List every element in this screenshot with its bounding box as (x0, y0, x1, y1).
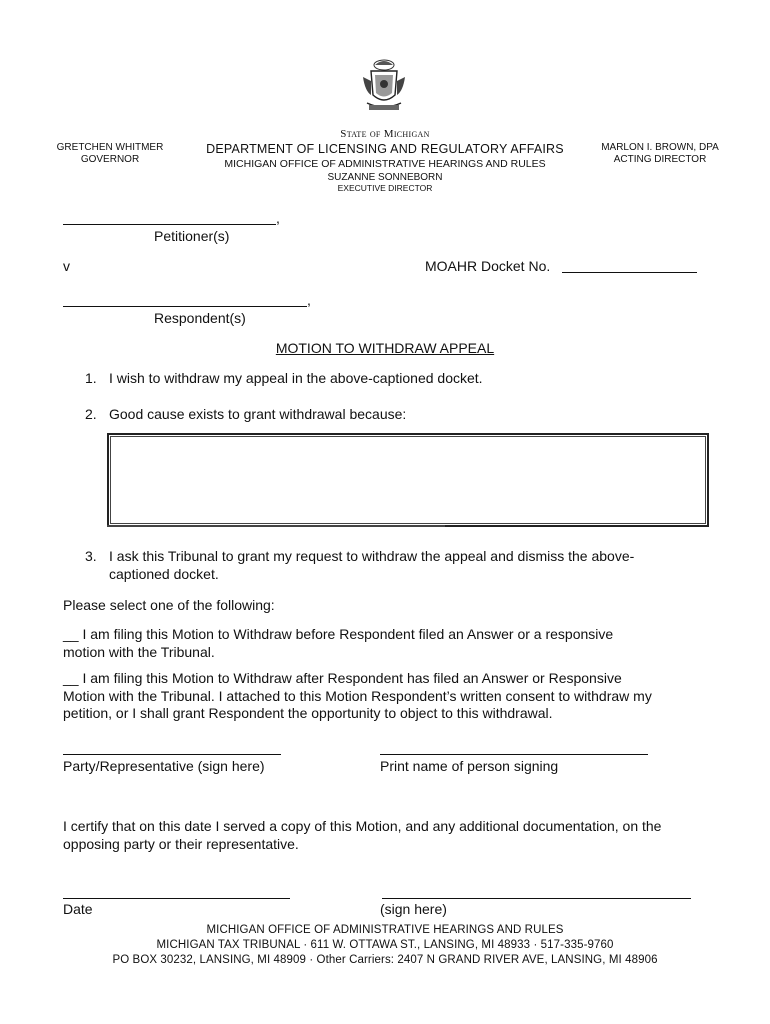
option-after-answer-line-1: __ I am filing this Motion to Withdraw after Respondent has filed an Answer or Responsive (63, 670, 622, 686)
item-2-text: Good cause exists to grant withdrawal because: (109, 406, 407, 422)
respondent-comma: , (307, 292, 311, 308)
print-name-label: Print name of person signing (380, 758, 559, 774)
option-after-answer[interactable] (63, 670, 652, 723)
office-name: MICHIGAN OFFICE OF ADMINISTRATIVE HEARINGS AND RULES (224, 158, 546, 170)
item-3-text-line-2: captioned docket. (109, 566, 219, 582)
certifier-signature-line[interactable] (382, 898, 691, 899)
petitioner-name-line[interactable] (63, 224, 276, 225)
state-title (160, 128, 610, 140)
item-1-text: I wish to withdraw my appeal in the above-captioned docket. (109, 370, 483, 386)
director-block (590, 142, 730, 165)
print-name-line[interactable] (380, 754, 648, 755)
governor-block (40, 142, 180, 165)
versus-label: v (63, 258, 70, 274)
option-after-answer-line-2: Motion with the Tribunal. I attached to this Motion Respondent’s written consent to withdraw my (63, 687, 652, 704)
item-2-number: 2. (85, 406, 97, 422)
option-after-answer-line-3: petition, or I shall grant Respondent the opportunity to object to this withdrawal. (63, 705, 553, 721)
state-title-text: State of Michigan (340, 128, 430, 140)
michigan-state-seal-icon (359, 55, 409, 115)
petitioner-comma: , (276, 210, 280, 226)
option-before-answer[interactable] (63, 626, 613, 661)
party-signature-label: Party/Representative (sign here) (63, 758, 265, 774)
department-name: DEPARTMENT OF LICENSING AND REGULATORY AFFAIRS (206, 142, 564, 156)
item-3-text-line-1: I ask this Tribunal to grant my request to withdraw the appeal and dismiss the above- (109, 548, 635, 564)
docket-number-line[interactable] (562, 272, 697, 273)
director-name: MARLON I. BROWN, DPA (601, 142, 719, 153)
certification-text (63, 818, 661, 853)
director-title: ACTING DIRECTOR (613, 154, 707, 165)
date-line[interactable] (63, 898, 290, 899)
party-signature-line[interactable] (63, 754, 281, 755)
certification-line-1: I certify that on this date I served a copy of this Motion, and any additional documentation, on the (63, 818, 662, 834)
good-cause-reason-value (109, 435, 707, 447)
department-block (160, 128, 610, 193)
governor-name: GRETCHEN WHITMER (56, 142, 164, 153)
motion-title (0, 340, 770, 358)
motion-title-text: MOTION TO WITHDRAW APPEAL (275, 340, 495, 356)
certification-line-2: opposing party or their representative. (63, 835, 299, 852)
docket-label: MOAHR Docket No. (425, 258, 551, 274)
item-3-number: 3. (85, 548, 97, 564)
footer-line-2: MICHIGAN TAX TRIBUNAL · 611 W. OTTAWA ST., LANSING, MI 48933 · 517-335-9760 (156, 939, 614, 951)
date-label: Date (63, 901, 93, 917)
good-cause-reason-field[interactable] (107, 433, 709, 527)
reason-field-underline (107, 525, 445, 527)
option-before-answer-line-2: motion with the Tribunal. (63, 643, 215, 660)
footer (0, 923, 770, 968)
executive-director-title: EXECUTIVE DIRECTOR (337, 183, 433, 193)
item-1-number: 1. (85, 370, 97, 386)
footer-line-3: PO BOX 30232, LANSING, MI 48909 · Other Carriers: 2407 N GRAND RIVER AVE, LANSING, MI 48906 (112, 954, 658, 966)
option-before-answer-line-1: __ I am filing this Motion to Withdraw before Respondent filed an Answer or a responsive (63, 626, 614, 642)
executive-director-name: SUZANNE SONNEBORN (327, 172, 443, 183)
certifier-signature-label: (sign here) (380, 901, 447, 917)
footer-line-1: MICHIGAN OFFICE OF ADMINISTRATIVE HEARINGS AND RULES (206, 924, 564, 936)
respondent-name-line[interactable] (63, 306, 307, 307)
select-prompt: Please select one of the following: (63, 597, 275, 613)
petitioner-label: Petitioner(s) (154, 228, 230, 244)
respondent-label: Respondent(s) (154, 310, 246, 326)
governor-title: GOVERNOR (80, 154, 140, 165)
